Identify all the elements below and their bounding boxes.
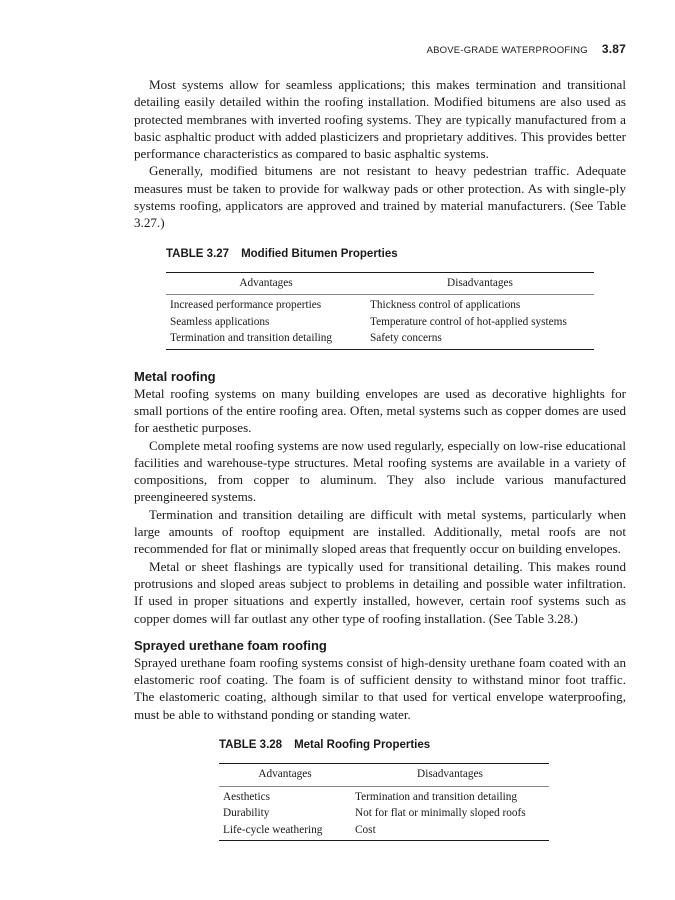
table-header-row <box>219 764 549 787</box>
intro-paragraph: Generally, modified bitumens are not resistant to heavy pedestrian traffic. Adequate measures must be taken to provide for walkway pads or other protection. As with single-ply systems roofing, applicators are approved and trained by material manufacturers. (See Table 3.27.) <box>134 163 626 231</box>
table-cell: Seamless applications <box>170 315 270 328</box>
body-paragraph: Complete metal roofing systems are now used regularly, especially on low-rise educational facilities and warehouse-type structures. Metal roofing systems are available in a variety of compositions, from copper to aluminum. They also include various manufactured preengineered systems. <box>134 437 626 505</box>
table-cell: Cost <box>351 822 549 841</box>
table-row <box>219 805 549 822</box>
section-heading: Metal roofing <box>134 368 216 384</box>
table-cell: Increased performance properties <box>170 299 322 312</box>
table-caption <box>219 739 549 751</box>
table-cell: Durability <box>223 807 270 820</box>
table-cell: Not for flat or minimally sloped roofs <box>355 807 526 820</box>
table-row <box>166 330 594 349</box>
intro-paragraph: Most systems allow for seamless applications; this makes termination and transitional detailing easily detailed within the roofing installation. Modified bitumens are also used as protected membranes with inverted roofing systems. They are typically manufactured from a basic asphaltic product with added plasticizers and proprietary additives. This provides better performance characteristics as compared to basic asphaltic systems. <box>134 77 626 162</box>
table-cell: Thickness control of applications <box>370 299 521 312</box>
table-header-row <box>166 272 594 295</box>
table-title: Modified Bitumen Properties <box>241 247 398 260</box>
table-number: TABLE 3.27 <box>166 247 230 260</box>
table-title: Metal Roofing Properties <box>294 739 431 752</box>
running-title: ABOVE-GRADE WATERPROOFING <box>426 45 588 56</box>
column-header: Disadvantages <box>351 764 549 787</box>
column-header: Advantages <box>166 272 366 295</box>
body-paragraph: Metal roofing systems on many building envelopes are used as decorative highlights for small portions of the entire roofing area. Often, metal systems such as copper domes are used for aesthetic purposes. <box>134 385 626 436</box>
table-row <box>166 295 594 314</box>
table-caption <box>166 248 594 260</box>
page-number: 3.87 <box>601 42 626 56</box>
table-cell: Termination and transition detailing <box>166 330 366 349</box>
table-number: TABLE 3.28 <box>219 739 283 752</box>
column-header: Disadvantages <box>366 272 594 295</box>
table-cell: Safety concerns <box>366 330 594 349</box>
properties-table <box>166 272 594 350</box>
table-3-28 <box>219 739 549 841</box>
body-paragraph: Metal or sheet flashings are typically used for transitional detailing. This makes round protrusions and sloped areas subject to problems in detailing and possible water infiltration. If used in proper situations and expertly installed, however, certain roof systems such as copper domes will far outlast any other type of roofing installation. (See Table 3.28.) <box>134 558 626 626</box>
table-cell: Temperature control of hot-applied systems <box>370 315 567 328</box>
body-paragraph: Sprayed urethane foam roofing systems consist of high-density urethane foam coated with an elastomeric roof coating. The foam is of sufficient density to withstand minor foot traffic. The elastomeric coating, although similar to that used for vertical envelope waterproofing, must be able to withstand ponding or standing water. <box>134 654 626 722</box>
running-head <box>427 42 626 56</box>
table-cell: Life-cycle weathering <box>219 822 351 841</box>
table-row <box>219 822 549 841</box>
table-cell: Termination and transition detailing <box>355 790 518 803</box>
table-cell: Aesthetics <box>223 790 271 803</box>
body-paragraph: Termination and transition detailing are difficult with metal systems, particularly when large amounts of rooftop equipment are installed. Additionally, metal roofs are not recommended for flat or minimally sloped areas that frequently occur on building envelopes. <box>134 506 626 557</box>
table-row <box>219 786 549 805</box>
table-row <box>166 314 594 331</box>
properties-table <box>219 763 549 841</box>
section-heading: Sprayed urethane foam roofing <box>134 637 327 653</box>
table-3-27 <box>166 248 594 350</box>
column-header: Advantages <box>219 764 351 787</box>
page-content <box>134 76 626 841</box>
